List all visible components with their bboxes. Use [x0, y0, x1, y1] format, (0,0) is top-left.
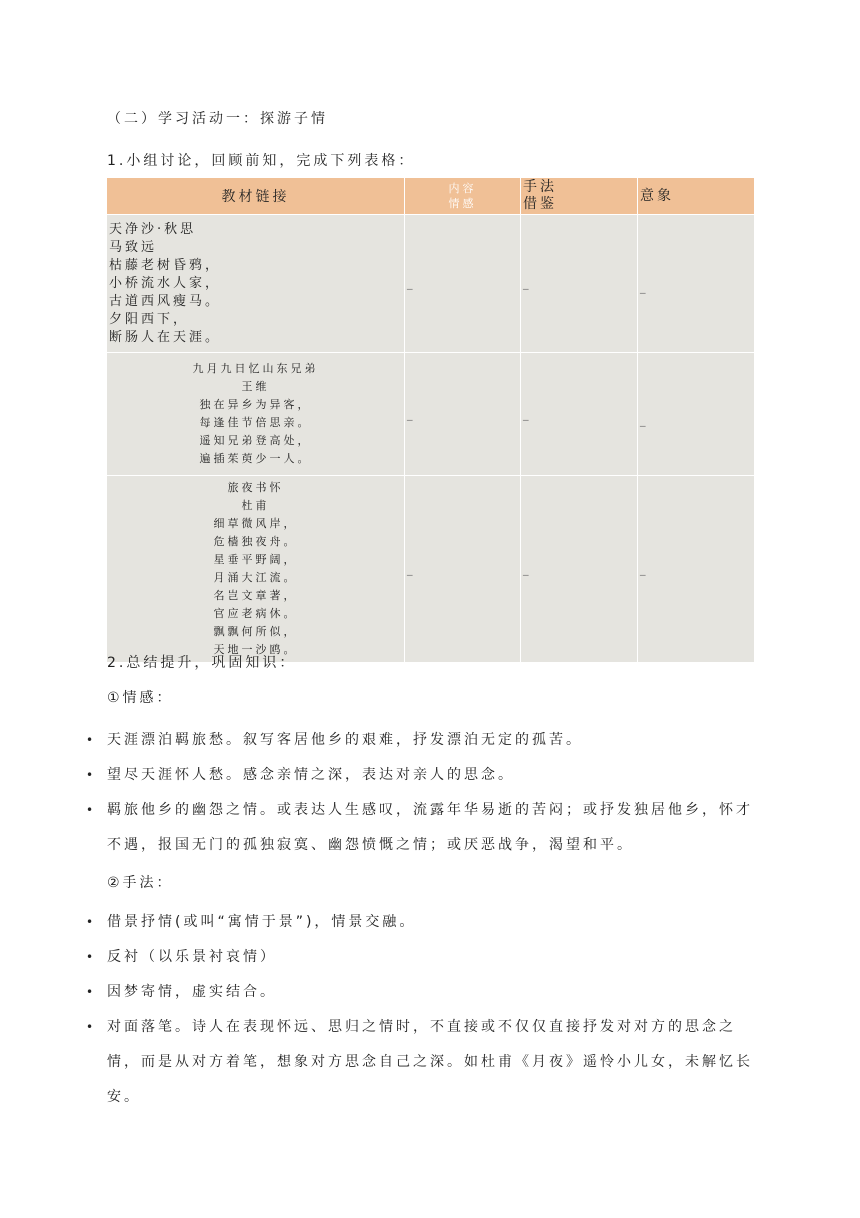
list-item: • 天涯漂泊羁旅愁。叙写客居他乡的艰难，抒发漂泊无定的孤苦。	[0, 723, 755, 758]
poem-line: 夕阳西下，	[109, 311, 190, 327]
poem-line: 古道西风瘦马。	[109, 293, 222, 309]
table-header-row	[107, 178, 755, 215]
header-method-line2: 借鉴	[523, 196, 557, 212]
poem-line: 小桥流水人家，	[109, 275, 222, 291]
blank-cell-content[interactable]: _	[405, 353, 521, 476]
header-imagery	[638, 178, 755, 215]
blank-cell-method[interactable]: _	[521, 215, 638, 353]
poem-line: 飘飘何所似，	[213, 625, 298, 638]
emotion-list	[0, 723, 755, 863]
blank-cell-content[interactable]: _	[405, 215, 521, 353]
list-item: • 羁旅他乡的幽怨之情。或表达人生感叹，流露年华易逝的苦闷；或抒发独居他乡，怀才不遇，报国无门的孤独寂寞、幽怨愤慨之情；或厌恶战争，渴望和平。	[0, 793, 755, 863]
header-imagery-label: 意象	[640, 187, 674, 204]
list-item: • 因梦寄情，虚实结合。	[0, 975, 755, 1010]
poem-table	[106, 177, 755, 663]
header-emotion: 情感	[448, 197, 477, 210]
poem-line: 遥知兄弟登高处，	[199, 434, 312, 447]
header-source: 教材链接	[107, 178, 405, 215]
poem-line: 独在异乡为异客，	[199, 398, 312, 411]
poem-line: 名岂文章著，	[213, 589, 298, 602]
poem-line: 官应老病休。	[213, 607, 298, 620]
poem-line: 杜甫	[241, 499, 270, 512]
table-row	[107, 476, 755, 663]
poem-cell-2	[107, 353, 405, 476]
poem-line: 马致远	[109, 239, 158, 255]
poem-line: 旅夜书怀	[227, 481, 284, 494]
poem-cell-1	[107, 215, 405, 353]
poem-line: 九月九日忆山东兄弟	[192, 362, 319, 375]
question-2: 2.总结提升，巩固知识：	[107, 655, 297, 671]
header-content: 内容	[448, 182, 477, 195]
blank-cell-method[interactable]: _	[521, 476, 638, 663]
list-item: • 借景抒情(或叫“寓情于景”)，情景交融。	[0, 905, 755, 940]
blank-cell-imagery[interactable]: _	[638, 215, 755, 353]
list-item: • 望尽天涯怀人愁。感念亲情之深，表达对亲人的思念。	[0, 758, 755, 793]
subheading-method: ②手法：	[107, 875, 174, 891]
poem-line: 危樯独夜舟。	[213, 535, 298, 548]
question-1: 1.小组讨论，回顾前知，完成下列表格：	[107, 153, 416, 169]
poem-line: 王维	[241, 380, 270, 393]
section-heading: （二）学习活动一：探游子情	[107, 111, 328, 127]
poem-line: 细草微风岸，	[213, 517, 298, 530]
blank-cell-content[interactable]: _	[405, 476, 521, 663]
poem-line: 断肠人在天涯。	[109, 329, 222, 345]
blank-cell-method[interactable]: _	[521, 353, 638, 476]
list-item: • 对面落笔。诗人在表现怀远、思归之情时，不直接或不仅仅直接抒发对对方的思念之情，而是从对方着笔，想象对方思念自己之深。如杜甫《月夜》遥怜小儿女，未解忆长安。	[0, 1010, 755, 1115]
poem-line: 天地一沙鸥。	[213, 643, 298, 656]
list-item: • 反衬（以乐景衬哀情）	[0, 940, 755, 975]
poem-line: 月涌大江流。	[213, 571, 298, 584]
subheading-emotion: ①情感：	[107, 690, 174, 706]
poem-line: 遍插茱萸少一人。	[199, 452, 312, 465]
table-row	[107, 215, 755, 353]
poem-cell-3	[107, 476, 405, 663]
header-method	[521, 178, 638, 215]
method-list	[0, 905, 755, 1115]
poem-line: 每逢佳节倍思亲。	[199, 416, 312, 429]
header-method-line1: 手法	[523, 179, 557, 195]
table-row	[107, 353, 755, 476]
header-content-emotion	[405, 178, 521, 215]
poem-line: 枯藤老树昏鸦，	[109, 257, 222, 273]
blank-cell-imagery[interactable]: _	[638, 476, 755, 663]
blank-cell-imagery[interactable]: _	[638, 353, 755, 476]
poem-line: 天净沙·秋思	[109, 221, 197, 237]
poem-line: 星垂平野阔，	[213, 553, 298, 566]
